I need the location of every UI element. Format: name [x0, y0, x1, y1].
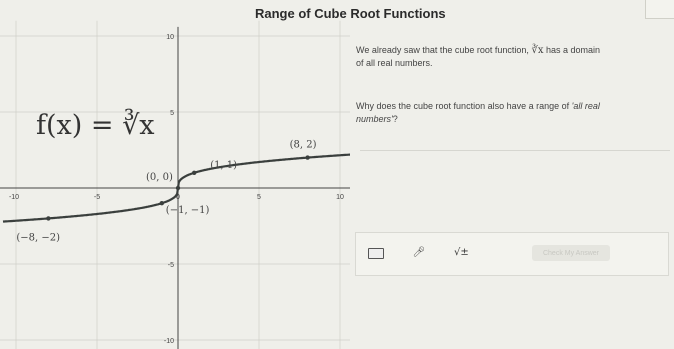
cube-root-symbol: ∛x: [531, 45, 544, 56]
y-tick-label: 10: [166, 34, 174, 41]
keyboard-icon[interactable]: [368, 248, 384, 259]
page-title: Range of Cube Root Functions: [255, 6, 446, 21]
question-text-2: of all real numbers.: [356, 58, 433, 68]
y-tick-label: 5: [170, 110, 174, 117]
points: [16, 140, 316, 244]
y-tick-label: -5: [167, 262, 174, 269]
point-label: (−8, −2): [16, 232, 61, 244]
point-marker: [192, 171, 196, 175]
function-label: f(x) = ∛x: [36, 110, 155, 141]
divider: [360, 150, 670, 151]
x-tick-label: 10: [336, 194, 344, 201]
question-text-4b: ?: [392, 114, 398, 124]
grid-lines: [0, 21, 350, 349]
x-tick-label: -5: [93, 194, 101, 201]
point-label: (0, 0): [146, 172, 173, 183]
point-marker: [305, 155, 309, 159]
question-text-4a: numbers': [356, 114, 393, 124]
point-label: (1, 1): [210, 159, 238, 171]
point-label: (8, 2): [289, 139, 317, 151]
x-tick-label: -10: [8, 194, 20, 201]
question-text-3a: Why does the cube root function also have a range of: [356, 101, 572, 111]
question-text-1b: has a domain: [545, 45, 601, 55]
x-tick-label: 5: [257, 194, 261, 201]
question-text-1a: We already saw that the cube root function,: [356, 45, 529, 55]
question-line-2: [356, 100, 666, 126]
microphone-icon[interactable]: 🎤︎: [412, 246, 426, 258]
top-corner-box: [645, 0, 674, 19]
question-text-3b: 'all real: [571, 101, 600, 111]
axes: [0, 27, 350, 349]
math-input-icon[interactable]: √±: [454, 246, 469, 258]
point-marker: [46, 216, 50, 220]
point-label: (−1, −1): [165, 205, 210, 217]
y-tick-label: -10: [163, 338, 174, 345]
point-marker: [160, 201, 164, 205]
x-tick-label: 0: [176, 194, 180, 201]
point-marker: [176, 186, 180, 190]
check-answer-button[interactable]: Check My Answer: [532, 245, 610, 261]
answer-input[interactable]: [355, 232, 669, 276]
question-line-1: [356, 44, 666, 70]
